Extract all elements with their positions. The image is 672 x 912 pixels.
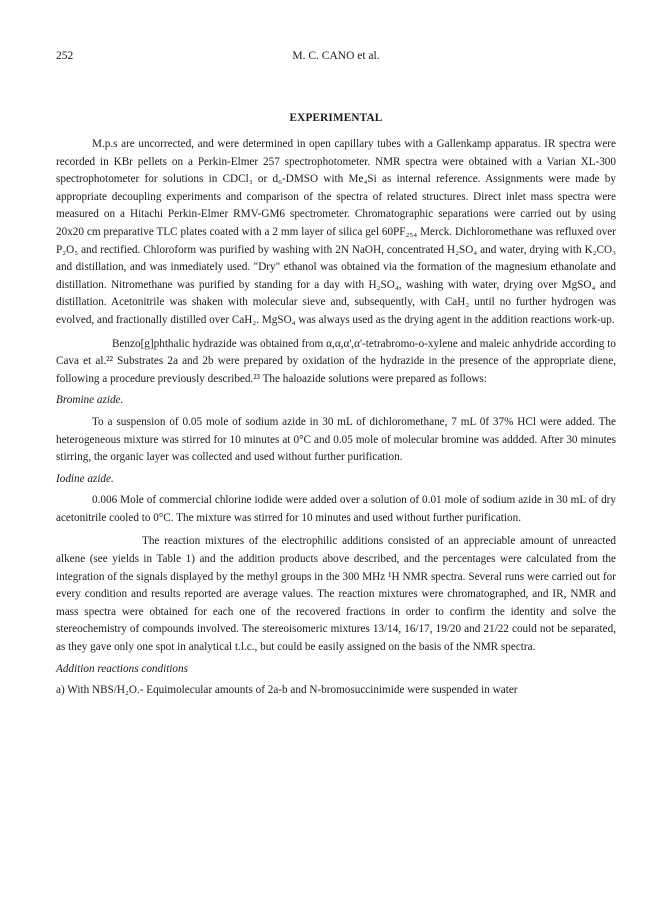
- subheading-addition-conditions: Addition reactions conditions: [56, 662, 188, 675]
- page-body: [56, 112, 616, 700]
- running-head: M. C. CANO et al.: [292, 50, 380, 62]
- paragraph-reaction-mixtures: The reaction mixtures of the electrophilic additions consisted of an appreciable amount of unreacted alkene (see yields in Table 1) and the addition products above described, and the percentages were calculated from the integration of the signals displayed by the methyl groups in the 300 MHz ¹H NMR spectra. Several runs were carried out for every condition and results reported are average values. The reaction mixtures were chromatographed, and IR, NMR and mass spectra were obtained for each one of the recovered fractions in order to confirm the identity and solve the stereochemistry of compounds involved. The stereoisomeric mixtures 13/14, 16/17, 19/20 and 21/22 could not be separated, as they gave only one spot in analytical t.l.c., but could be easily assigned on the basis of the NMR spectra.: [56, 535, 616, 654]
- page-header: [56, 50, 616, 66]
- paragraph-nbs-water: a) With NBS/H₂O.- Equimolecular amounts of 2a-b and N-bromosuccinimide were suspended in water: [56, 684, 518, 697]
- paragraph-general-methods: M.p.s are uncorrected, and were determined in open capillary tubes with a Gallenkamp apparatus. IR spectra were recorded in KBr pellets on a Perkin-Elmer 257 spectrophotometer. NMR spectra were obtained with a Varian XL-300 spectrophotometer for solutions in CDCl₃ or d₆-DMSO with Me₄Si as internal reference. Assignments were made by appropriate decoupling experiments and comparison of the spectra of related structures. Direct inlet mass spectra were measured on a Hitachi Perkin-Elmer RMV-GM6 spectrometer. Chromatographic separations were carried out by using 20x20 cm preparative TLC plates coated with a 2 mm layer of silica gel 60PF₂₅₄ Merck. Dichloromethane was refluxed over P₂O₅ and rectified. Chloroform was purified by washing with 2N NaOH, concentrated H₂SO₄ and water, drying with K₂CO₃ and distillation, and was inmediately used. "Dry" ethanol was obtained via the formation of the magnesium ethanolate and distillation. Nitromethane was purified by standing for a day with H₂SO₄, washing with water, drying over MgSO₄ and distillation. Acetonitrile was shaken with molecular sieve and, subsequently, with CaH₂ until no further hydrogen was evolved, and fractionally distilled over CaH₂. MgSO₄ was always used as the drying agent in the addition reactions work-up.: [56, 138, 616, 326]
- page-number: 252: [56, 50, 74, 62]
- section-title: EXPERIMENTAL: [289, 112, 383, 124]
- paragraph-bromine-azide: To a suspension of 0.05 mole of sodium azide in 30 mL of dichloromethane, 7 mL 0f 37% HCl were added. The heterogeneous mixture was stirred for 10 minutes at 0°C and 0.05 mole of molecular bromine was addded. After 30 minutes stirring, the organic layer was collected and used without further purification.: [56, 415, 616, 464]
- paragraph-substrates: Benzo[g]phthalic hydrazide was obtained from α,α,α',α'-tetrabromo-o-xylene and maleic anhydride according to Cava et al.²² Substrates 2a and 2b were prepared by oxidation of the hydrazide in the presence of the appropriate diene, following a procedure previously described.²³ The haloazide solutions were prepared as follows:: [56, 337, 616, 385]
- paragraph-iodine-azide: 0.006 Mole of commercial chlorine iodide were added over a solution of 0.01 mole of sodium azide in 30 mL of dry acetonitrile cooled to 0°C. The mixture was stirred for 10 minutes and used without further purification.: [56, 494, 616, 524]
- subheading-iodine-azide: Iodine azide.: [56, 472, 114, 485]
- subheading-bromine-azide: Bromine azide.: [56, 394, 124, 407]
